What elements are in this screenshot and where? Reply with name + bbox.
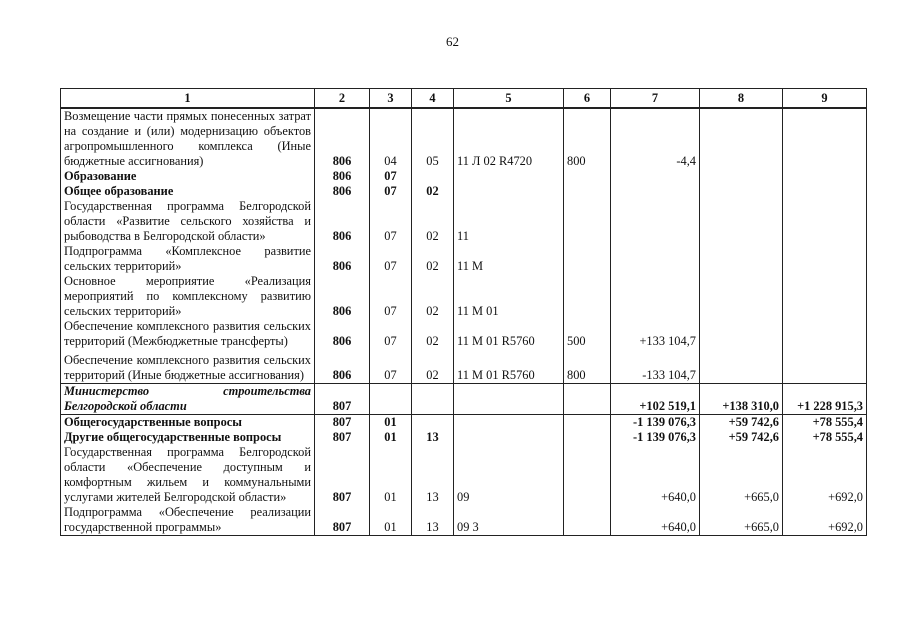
amount-col9: +1 228 915,3 bbox=[783, 384, 867, 415]
section-code bbox=[370, 384, 412, 415]
amount-col7: -4,4 bbox=[611, 108, 700, 169]
table-row bbox=[61, 319, 867, 349]
target-article-code: 11 bbox=[454, 199, 564, 244]
row-name: Министерство строительства Белгородской области bbox=[61, 384, 315, 415]
expense-type-code bbox=[564, 244, 611, 274]
row-name: Подпрограмма «Обеспечение реализации государственной программы» bbox=[61, 505, 315, 536]
header-cell: 6 bbox=[564, 89, 611, 109]
amount-col8 bbox=[700, 244, 783, 274]
target-article-code: 09 bbox=[454, 445, 564, 505]
header-cell: 2 bbox=[315, 89, 370, 109]
table-row bbox=[61, 349, 867, 384]
subsection-code: 02 bbox=[412, 199, 454, 244]
subsection-code: 05 bbox=[412, 108, 454, 169]
amount-col8 bbox=[700, 349, 783, 384]
amount-col7 bbox=[611, 169, 700, 184]
target-article-code: 09 3 bbox=[454, 505, 564, 536]
target-article-code: 11 М 01 R5760 bbox=[454, 319, 564, 349]
amount-col9 bbox=[783, 169, 867, 184]
section-code: 07 bbox=[370, 244, 412, 274]
ministry-code: 807 bbox=[315, 445, 370, 505]
amount-col7: -1 139 076,3 bbox=[611, 415, 700, 431]
table-row bbox=[61, 169, 867, 184]
section-code: 07 bbox=[370, 349, 412, 384]
row-name: Подпрограмма «Комплексное развитие сельских территорий» bbox=[61, 244, 315, 274]
amount-col9: +692,0 bbox=[783, 505, 867, 536]
expense-type-code bbox=[564, 505, 611, 536]
ministry-code: 806 bbox=[315, 108, 370, 169]
amount-col8 bbox=[700, 274, 783, 319]
header-cell: 8 bbox=[700, 89, 783, 109]
subsection-code bbox=[412, 384, 454, 415]
amount-col9: +692,0 bbox=[783, 445, 867, 505]
expense-type-code bbox=[564, 384, 611, 415]
subsection-code: 13 bbox=[412, 430, 454, 445]
ministry-code: 806 bbox=[315, 244, 370, 274]
amount-col7 bbox=[611, 274, 700, 319]
table-row bbox=[61, 445, 867, 505]
row-name: Обеспечение комплексного развития сельских территорий (Межбюджетные трансферты) bbox=[61, 319, 315, 349]
amount-col7: +102 519,1 bbox=[611, 384, 700, 415]
section-code: 07 bbox=[370, 274, 412, 319]
expense-type-code: 800 bbox=[564, 108, 611, 169]
target-article-code: 11 М 01 bbox=[454, 274, 564, 319]
budget-table bbox=[60, 88, 867, 536]
target-article-code bbox=[454, 384, 564, 415]
row-name: Общее образование bbox=[61, 184, 315, 199]
ministry-code: 807 bbox=[315, 415, 370, 431]
ministry-code: 807 bbox=[315, 430, 370, 445]
table-row bbox=[61, 184, 867, 199]
target-article-code: 11 Л 02 R4720 bbox=[454, 108, 564, 169]
header-cell: 4 bbox=[412, 89, 454, 109]
subsection-code: 02 bbox=[412, 184, 454, 199]
target-article-code bbox=[454, 169, 564, 184]
ministry-code: 807 bbox=[315, 384, 370, 415]
page-number: 62 bbox=[446, 34, 459, 49]
subsection-code: 02 bbox=[412, 274, 454, 319]
subsection-code: 02 bbox=[412, 244, 454, 274]
amount-col7: +640,0 bbox=[611, 505, 700, 536]
amount-col7 bbox=[611, 184, 700, 199]
table-row bbox=[61, 199, 867, 244]
ministry-code: 806 bbox=[315, 274, 370, 319]
ministry-code: 806 bbox=[315, 169, 370, 184]
amount-col7: +640,0 bbox=[611, 445, 700, 505]
ministry-code: 806 bbox=[315, 184, 370, 199]
row-name: Основное мероприятие «Реализация мероприятий по комплексному развитию сельских территорий» bbox=[61, 274, 315, 319]
section-code: 01 bbox=[370, 445, 412, 505]
expense-type-code bbox=[564, 199, 611, 244]
header-cell: 9 bbox=[783, 89, 867, 109]
subsection-code: 13 bbox=[412, 445, 454, 505]
amount-col9: +78 555,4 bbox=[783, 430, 867, 445]
table-row bbox=[61, 415, 867, 431]
amount-col8: +59 742,6 bbox=[700, 430, 783, 445]
table-row bbox=[61, 505, 867, 536]
target-article-code bbox=[454, 184, 564, 199]
table-row bbox=[61, 274, 867, 319]
target-article-code: 11 М bbox=[454, 244, 564, 274]
amount-col7 bbox=[611, 244, 700, 274]
ministry-code: 807 bbox=[315, 505, 370, 536]
subsection-code: 02 bbox=[412, 349, 454, 384]
amount-col8: +665,0 bbox=[700, 505, 783, 536]
subsection-code: 02 bbox=[412, 319, 454, 349]
ministry-code: 806 bbox=[315, 349, 370, 384]
amount-col8 bbox=[700, 199, 783, 244]
amount-col8: +59 742,6 bbox=[700, 415, 783, 431]
section-code: 01 bbox=[370, 415, 412, 431]
table-row bbox=[61, 108, 867, 169]
amount-col9 bbox=[783, 274, 867, 319]
section-code: 07 bbox=[370, 184, 412, 199]
amount-col7: +133 104,7 bbox=[611, 319, 700, 349]
amount-col9 bbox=[783, 199, 867, 244]
amount-col8 bbox=[700, 184, 783, 199]
table-row bbox=[61, 384, 867, 415]
target-article-code bbox=[454, 415, 564, 431]
row-name: Возмещение части прямых понесенных затрат на создание и (или) модернизацию объектов агропромышленного комплекса (Иные бюджетные ассигнования) bbox=[61, 108, 315, 169]
amount-col9 bbox=[783, 108, 867, 169]
section-code: 07 bbox=[370, 169, 412, 184]
header-cell: 1 bbox=[61, 89, 315, 109]
row-name: Государственная программа Белгородской области «Развитие сельского хозяйства и рыбоводства в Белгородской области» bbox=[61, 199, 315, 244]
section-code: 07 bbox=[370, 319, 412, 349]
section-code: 01 bbox=[370, 430, 412, 445]
ministry-code: 806 bbox=[315, 319, 370, 349]
header-cell: 3 bbox=[370, 89, 412, 109]
expense-type-code bbox=[564, 184, 611, 199]
ministry-code: 806 bbox=[315, 199, 370, 244]
amount-col8 bbox=[700, 169, 783, 184]
target-article-code: 11 М 01 R5760 bbox=[454, 349, 564, 384]
amount-col9 bbox=[783, 244, 867, 274]
section-code: 01 bbox=[370, 505, 412, 536]
amount-col7: -133 104,7 bbox=[611, 349, 700, 384]
expense-type-code: 800 bbox=[564, 349, 611, 384]
amount-col8: +138 310,0 bbox=[700, 384, 783, 415]
row-name: Другие общегосударственные вопросы bbox=[61, 430, 315, 445]
section-code: 04 bbox=[370, 108, 412, 169]
subsection-code bbox=[412, 169, 454, 184]
expense-type-code bbox=[564, 445, 611, 505]
expense-type-code bbox=[564, 430, 611, 445]
target-article-code bbox=[454, 430, 564, 445]
row-name: Государственная программа Белгородской области «Обеспечение доступным и комфортным жильем и коммунальными услугами жителей Белгородской области» bbox=[61, 445, 315, 505]
amount-col7 bbox=[611, 199, 700, 244]
row-name: Обеспечение комплексного развития сельских территорий (Иные бюджетные ассигнования) bbox=[61, 349, 315, 384]
header-row bbox=[61, 89, 867, 109]
amount-col7: -1 139 076,3 bbox=[611, 430, 700, 445]
amount-col9 bbox=[783, 349, 867, 384]
amount-col8 bbox=[700, 319, 783, 349]
amount-col8: +665,0 bbox=[700, 445, 783, 505]
amount-col9 bbox=[783, 319, 867, 349]
expense-type-code bbox=[564, 274, 611, 319]
table-row bbox=[61, 430, 867, 445]
expense-type-code bbox=[564, 415, 611, 431]
expense-type-code bbox=[564, 169, 611, 184]
row-name: Общегосударственные вопросы bbox=[61, 415, 315, 431]
amount-col8 bbox=[700, 108, 783, 169]
amount-col9: +78 555,4 bbox=[783, 415, 867, 431]
table-row bbox=[61, 244, 867, 274]
row-name: Образование bbox=[61, 169, 315, 184]
subsection-code bbox=[412, 415, 454, 431]
header-cell: 7 bbox=[611, 89, 700, 109]
subsection-code: 13 bbox=[412, 505, 454, 536]
expense-type-code: 500 bbox=[564, 319, 611, 349]
header-cell: 5 bbox=[454, 89, 564, 109]
section-code: 07 bbox=[370, 199, 412, 244]
amount-col9 bbox=[783, 184, 867, 199]
